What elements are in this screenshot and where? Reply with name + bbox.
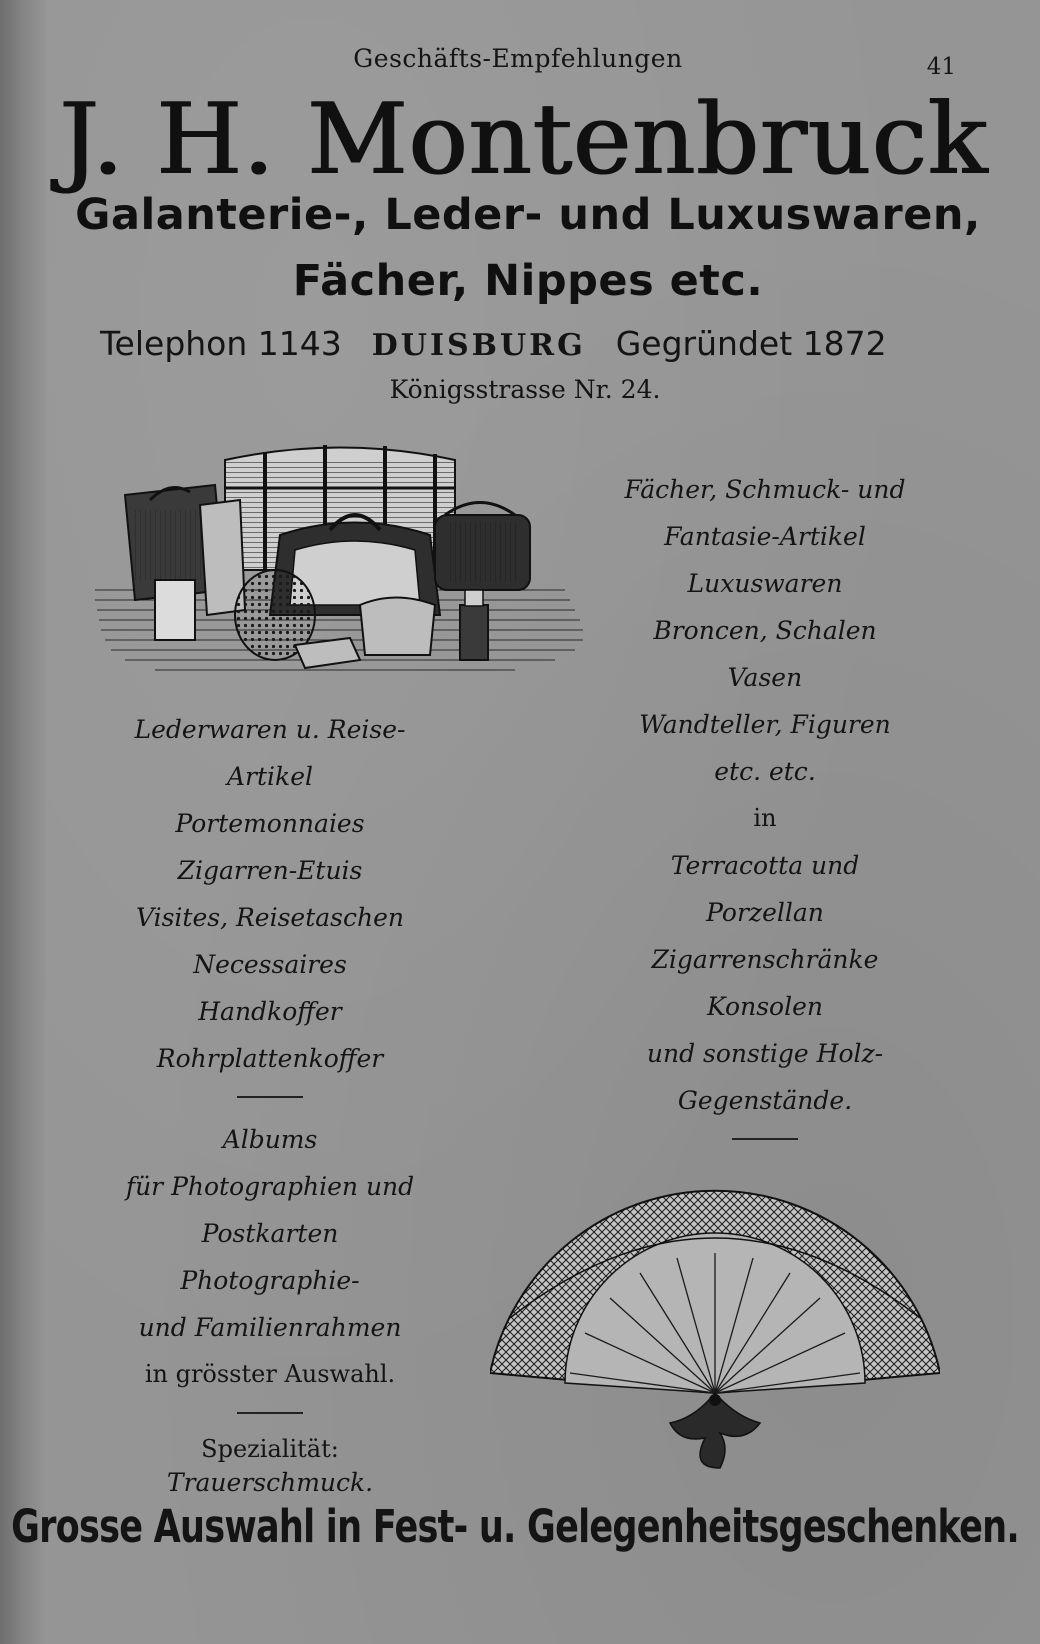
contact-row [100,324,887,363]
list-item: Visites, Reisetaschen [135,903,405,932]
list-item: Rohrplattenkoffer [156,1044,384,1073]
list-item: etc. etc. [714,757,816,786]
list-item: Fantasie-Artikel [664,522,866,551]
divider [237,1096,303,1098]
list-item: Porzellan [706,898,824,927]
list-item: Gegenstände. [677,1086,853,1115]
street-address: Königsstrasse Nr. 24. [389,375,661,404]
list-item: Luxuswaren [687,569,843,598]
city-name: DUISBURG [371,328,586,363]
list-item: Terracotta und [670,851,860,880]
list-item: Postkarten [201,1219,339,1248]
company-name: J. H. Montenbruck [58,83,988,197]
book-spine-shadow [0,0,46,1644]
list-item-plain: in grösster Auswahl. [144,1360,396,1388]
tagline-line1: Galanterie-, Leder- und Luxuswaren, [75,190,981,240]
list-item: und sonstige Holz- [646,1039,884,1068]
founded-year: Gegründet 1872 [615,324,887,363]
divider [732,1138,798,1140]
list-item: Fächer, Schmuck- und [624,475,906,504]
list-item: Albums [222,1125,318,1154]
footer-slogan: Grosse Auswahl in Fest- u. Gelegenheitsgeschenken. [11,1500,1019,1553]
luggage-illustration [95,440,585,700]
list-item: Zigarrenschränke [651,945,879,974]
list-item: Artikel [227,762,313,791]
list-item: Portemonnaies [175,809,365,838]
list-item: Handkoffer [198,997,342,1026]
list-item: Wandteller, Figuren [639,710,891,739]
specialty-label: Spezialität: [201,1435,339,1463]
telephone-number: Telephon 1143 [100,324,342,363]
list-item: Zigarren-Etuis [177,856,363,885]
divider [237,1412,303,1414]
connector-text: in [753,804,777,832]
left-product-list [100,706,440,1500]
list-item: für Photographien und [125,1172,415,1201]
specialty-value: Trauerschmuck. [166,1468,374,1497]
list-item: Broncen, Schalen [653,616,877,645]
list-item: und Familienrahmen [138,1313,402,1342]
page-number: 41 [926,54,956,80]
fan-illustration [490,1168,940,1493]
section-title: Geschäfts-Empfehlungen [353,44,683,73]
list-item: Necessaires [193,950,347,979]
list-item: Vasen [727,663,803,692]
tagline-line2: Fächer, Nippes etc. [292,256,764,306]
list-item: Lederwaren u. Reise- [134,715,406,744]
list-item: Photographie- [180,1266,360,1295]
right-product-list [590,466,940,1158]
list-item: Konsolen [707,992,823,1021]
